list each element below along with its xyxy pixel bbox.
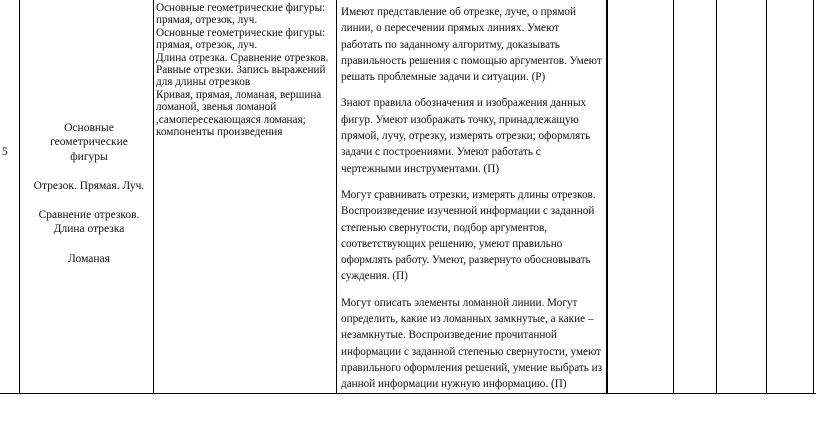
- column-divider: [607, 0, 608, 394]
- content-line: ломаной, звенья ломаной: [156, 101, 277, 114]
- content-line: ,самопересекающаяся ломаная;: [156, 113, 306, 126]
- lesson-content: [156, 2, 334, 138]
- column-divider: [716, 0, 717, 394]
- topic-title-line: фигуры: [70, 150, 108, 163]
- lesson-topic: [24, 121, 154, 266]
- column-divider: [813, 0, 814, 394]
- row-number: 5: [2, 146, 8, 158]
- content-line: компоненты произведения: [156, 126, 283, 139]
- learning-results: [341, 4, 603, 403]
- topic-subtopic: Сравнение отрезков.: [38, 209, 140, 222]
- result-paragraph: Могут сравнивать отрезки, измерять длины отрезков. Воспроизведение изученной информации с заданной степенью свернутости, подбор аргументов, соответствующих решению, умеют правильно оформлять работу. Умеют, развернуто обосновывать суждения. (П): [341, 188, 596, 283]
- column-divider: [336, 0, 337, 394]
- column-divider: [673, 0, 674, 394]
- topic-subtopic: Отрезок. Прямая. Луч.: [33, 179, 145, 192]
- content-line: для длины отрезков: [156, 76, 251, 89]
- content-line: Равные отрезки. Запись выражений: [156, 64, 326, 77]
- content-line: прямая, отрезок, луч.: [156, 14, 258, 27]
- result-paragraph: Знают правила обозначения и изображения данных фигур. Умеют изображать точку, принадлежащую прямой, лучу, отрезку, измерять отрезки; оформлять задачи с построениями. Умеют работать с чертежными инструментами. (П): [341, 97, 591, 175]
- content-line: Кривая, прямая, ломаная, вершина: [156, 88, 322, 101]
- topic-subtopic: Длина отрезка: [53, 223, 125, 236]
- content-line: Основные геометрические фигуры:: [156, 2, 326, 14]
- content-line: Длина отрезка. Сравнение отрезков.: [156, 51, 329, 64]
- topic-title-line: геометрические: [50, 136, 128, 149]
- content-line: Основные геометрические фигуры:: [156, 26, 326, 39]
- result-paragraph: Имеют представление об отрезке, луче, о прямой линии, о пересечении прямых линиях. Умеют работать по заданному алгоритму, доказывать правильность решения с помощью аргументов. Умеют решать проблемные задачи и ситуации. (Р): [341, 6, 602, 84]
- column-divider: [766, 0, 767, 394]
- result-paragraph: Могут описать элементы ломанной линии. Могут определить, какие из ломанных замкнутые, а какие – незамкнутые. Воспроизведение прочитанной информации с заданной степенью свернутости, умеют правильного оформления решений, умение выбрать из данной информации нужную информацию. (П): [341, 296, 603, 391]
- column-divider: [19, 0, 20, 394]
- content-line: прямая, отрезок, луч.: [156, 39, 258, 52]
- topic-title-line: Основные: [64, 122, 114, 134]
- topic-subtopic: Ломаная: [68, 252, 110, 265]
